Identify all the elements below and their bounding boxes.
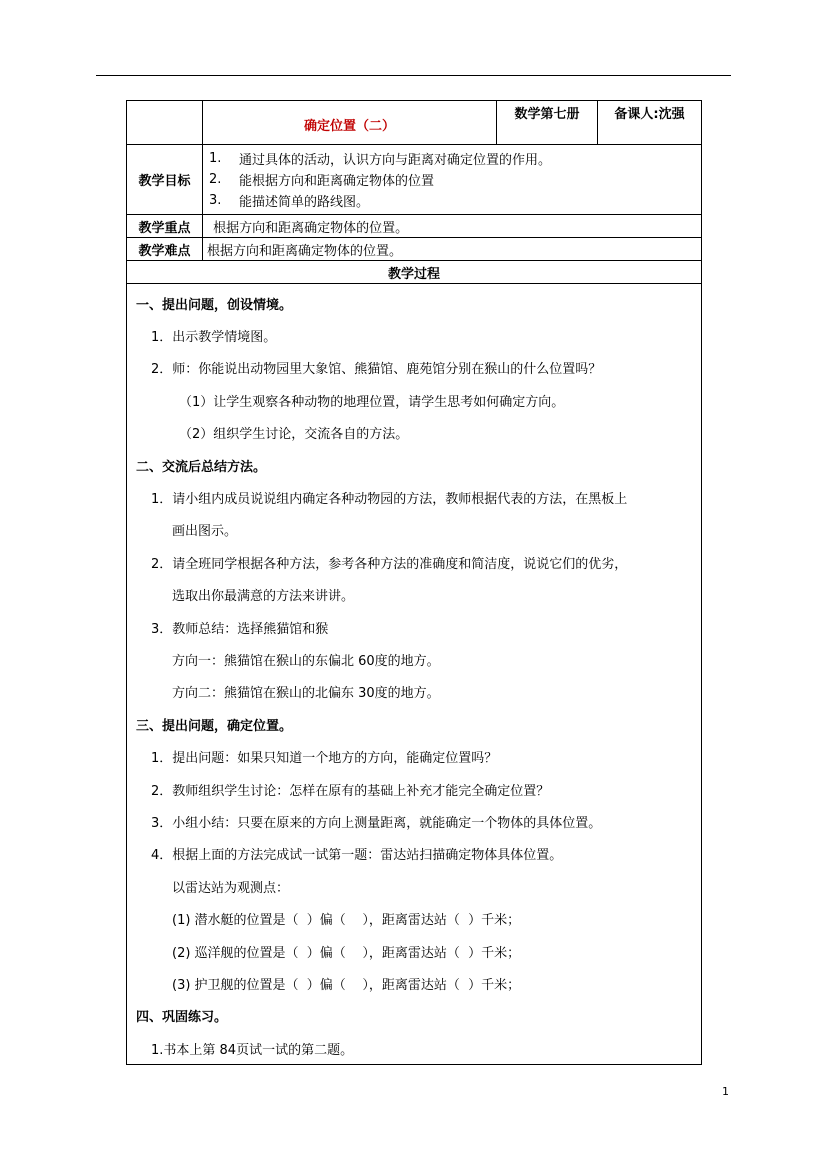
process-line: 1.书本上第 84页试一试的第二题。	[151, 1042, 354, 1058]
section-heading: 二、交流后总结方法。	[136, 459, 267, 475]
key-point-text: 根据方向和距离确定物体的位置。	[203, 215, 702, 238]
section-heading: 三、提出问题，确定位置。	[136, 718, 293, 734]
header-rule	[96, 75, 731, 76]
process-line: 2．师：你能说出动物园里大象馆、熊猫馆、鹿苑馆分别在猴山的什么位置吗？	[151, 362, 602, 378]
goals-list	[203, 145, 702, 215]
process-line: （2）组织学生讨论，交流各自的方法。	[179, 427, 409, 443]
process-line: (2) 巡洋舰的位置是（ ）偏（ ），距离雷达站（ ）千米；	[172, 945, 521, 961]
preparer-label: 备课人:沈强	[598, 101, 702, 145]
process-line: 1．出示教学情境图。	[151, 330, 277, 346]
process-line: 1．请小组内成员说说组内确定各种动物园的方法，教师根据代表的方法，在黑板上	[151, 492, 628, 508]
process-title: 教学过程	[127, 261, 702, 284]
process-line: 2．教师组织学生讨论：怎样在原有的基础上补充才能完全确定位置？	[151, 783, 550, 799]
page-number: 1	[722, 1085, 729, 1098]
book-label: 数学第七册	[497, 101, 598, 145]
corner-cell	[127, 101, 203, 145]
section-heading: 四、巩固练习。	[136, 1010, 228, 1026]
process-line: (1) 潜水艇的位置是（ ）偏（ ），距离雷达站（ ）千米；	[172, 913, 521, 929]
process-line: 画出图示。	[172, 524, 238, 540]
difficulty-label: 教学难点	[127, 238, 203, 261]
process-line: 2．请全班同学根据各种方法，参考各种方法的准确度和简洁度，说说它们的优劣，	[151, 556, 628, 572]
process-line: 方向一：熊猫馆在猴山的东偏北 60度的地方。	[172, 653, 440, 669]
process-line: 选取出你最满意的方法来讲讲。	[172, 589, 355, 605]
process-line: 1．提出问题：如果只知道一个地方的方向，能确定位置吗？	[151, 751, 498, 767]
goal-item: 3. 能描述简单的路线图。	[209, 193, 370, 210]
process-line: 3．教师总结：选择熊猫馆和猴	[151, 621, 329, 637]
goals-label: 教学目标	[127, 145, 203, 215]
process-content	[127, 284, 702, 1065]
goal-item: 1. 通过具体的活动，认识方向与距离对确定位置的作用。	[209, 151, 552, 168]
process-line: (3) 护卫舰的位置是（ ）偏（ ），距离雷达站（ ）千米；	[172, 977, 521, 993]
goal-item: 2. 能根据方向和距离确定物体的位置	[209, 172, 435, 189]
process-line: 4．根据上面的方法完成试一试第一题：雷达站扫描确定物体具体位置。	[151, 848, 563, 864]
process-line: （1）让学生观察各种动物的地理位置，请学生思考如何确定方向。	[179, 394, 565, 410]
key-point-label: 教学重点	[127, 215, 203, 238]
difficulty-text: 根据方向和距离确定物体的位置。	[203, 238, 702, 261]
process-line: 方向二：熊猫馆在猴山的北偏东 30度的地方。	[172, 686, 440, 702]
section-heading: 一、提出问题，创设情境。	[136, 297, 293, 313]
process-line: 3．小组小结：只要在原来的方向上测量距离，就能确定一个物体的具体位置。	[151, 815, 602, 831]
lesson-plan-table	[126, 100, 702, 1065]
process-line: 以雷达站为观测点：	[172, 880, 290, 896]
lesson-title: 确定位置（二）	[203, 101, 497, 145]
